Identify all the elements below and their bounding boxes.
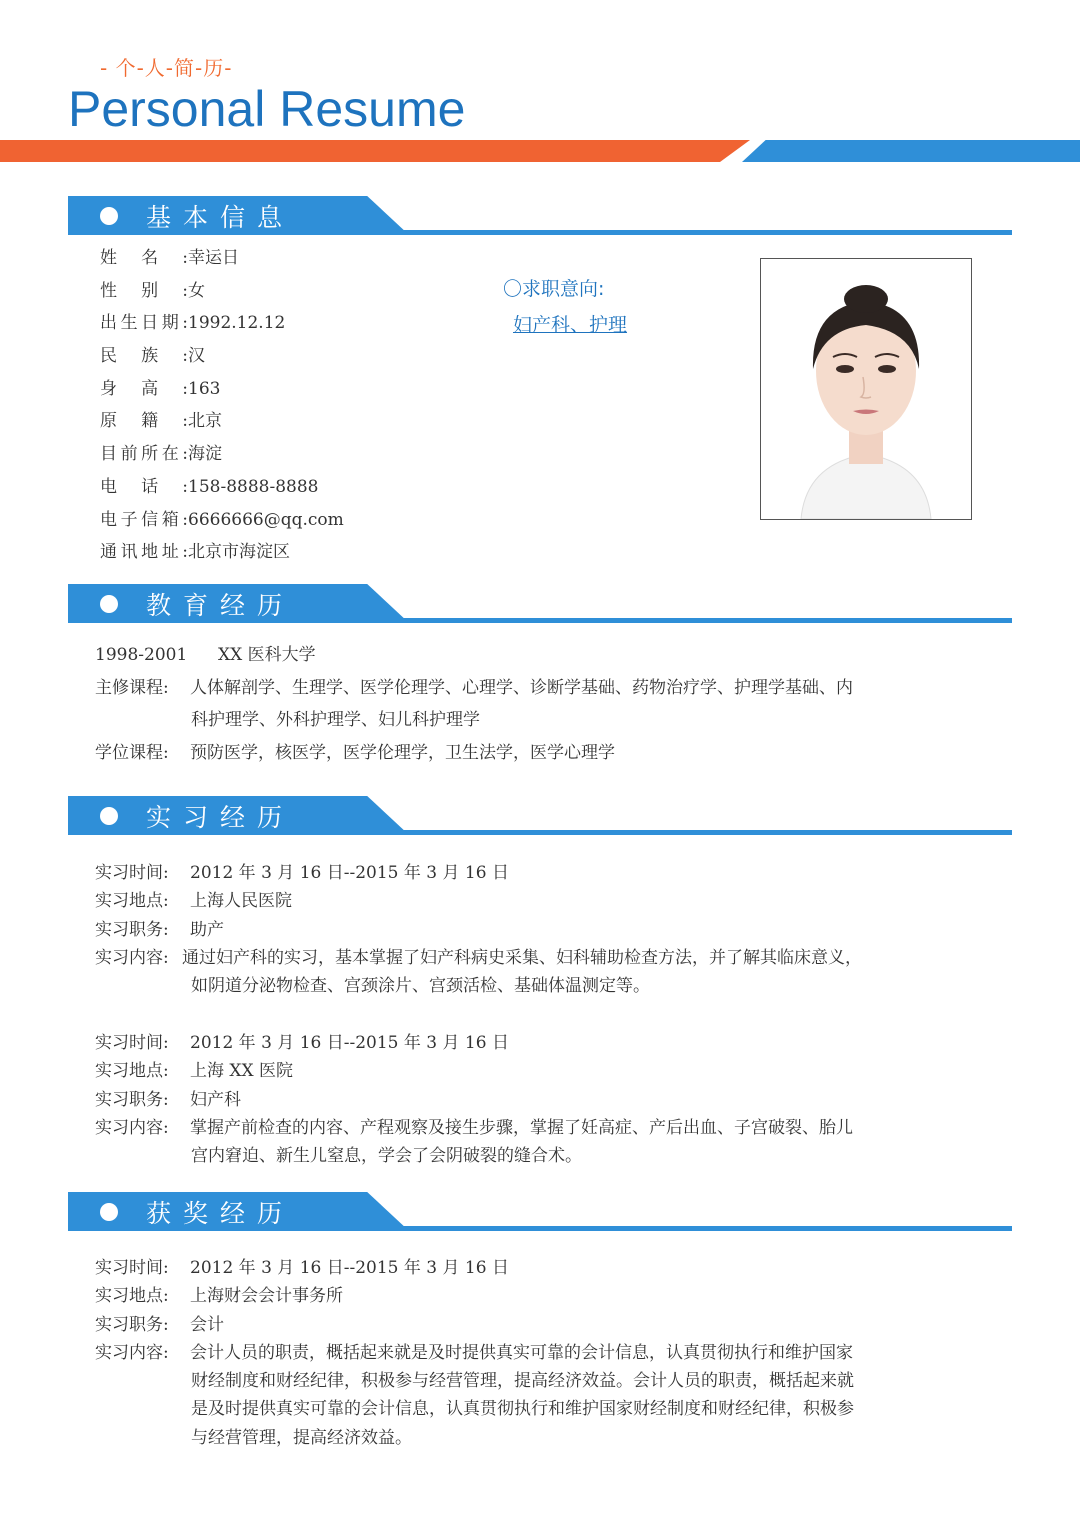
info-value: 158-8888-8888 bbox=[188, 476, 319, 497]
internship-time-row bbox=[95, 1029, 853, 1057]
info-row-address bbox=[100, 537, 344, 570]
basic-info-list bbox=[100, 243, 344, 570]
info-row-ethnicity bbox=[100, 341, 344, 374]
section-header-basic-info bbox=[68, 196, 1012, 238]
section-header-awards bbox=[68, 1192, 1012, 1234]
content-label: 实习内容: bbox=[95, 947, 169, 968]
role-label: 实习职务: bbox=[95, 1314, 169, 1335]
time-value: 2012 年 3 月 16 日--2015 年 3 月 16 日 bbox=[190, 863, 509, 883]
award-entry bbox=[95, 1254, 854, 1452]
info-value: 6666666@qq.com bbox=[188, 509, 344, 530]
section-header-internship bbox=[68, 796, 1012, 838]
info-label: 原籍: bbox=[100, 411, 188, 432]
degree-label: 学位课程: bbox=[95, 743, 169, 764]
internship-time-row bbox=[95, 859, 862, 887]
place-label: 实习地点: bbox=[95, 1286, 169, 1307]
info-value: 女 bbox=[188, 280, 205, 301]
content-line1: 掌握产前检查的内容、产程观察及接生步骤，掌握了妊高症、产后出血、子宫破裂、胎儿 bbox=[190, 1117, 853, 1138]
info-label: 电话: bbox=[100, 476, 188, 497]
content-line2: 如阴道分泌物检查、宫颈涂片、宫颈活检、基础体温测定等。 bbox=[191, 976, 650, 997]
job-intent-value[interactable]: 妇产科、护理 bbox=[513, 314, 628, 336]
role-value: 妇产科 bbox=[190, 1089, 241, 1110]
internship-place-row bbox=[95, 1057, 853, 1085]
info-row-phone bbox=[100, 472, 344, 505]
place-label: 实习地点: bbox=[95, 891, 169, 912]
info-value: 163 bbox=[188, 378, 221, 399]
education-row-school bbox=[95, 639, 853, 672]
section-title: 基本信息 bbox=[146, 203, 295, 232]
time-value: 2012 年 3 月 16 日--2015 年 3 月 16 日 bbox=[190, 1033, 509, 1053]
resume-title: Personal Resume bbox=[68, 81, 466, 137]
info-value: 汉 bbox=[188, 346, 205, 367]
bullet-dot-icon bbox=[100, 807, 118, 825]
award-place-row bbox=[95, 1282, 854, 1310]
major-line1: 人体解剖学、生理学、医学伦理学、心理学、诊断学基础、药物治疗学、护理学基础、内 bbox=[190, 677, 853, 698]
info-row-origin bbox=[100, 406, 344, 439]
info-label: 身高: bbox=[100, 378, 188, 399]
info-row-height bbox=[100, 374, 344, 407]
content-line3: 是及时提供真实可靠的会计信息，认真贯彻执行和维护国家财经制度和财经纪律，积极参 bbox=[191, 1399, 854, 1420]
place-value: 上海财会会计事务所 bbox=[190, 1286, 343, 1307]
award-time-row bbox=[95, 1254, 854, 1282]
major-label: 主修课程: bbox=[95, 677, 169, 698]
info-value: 幸运日 bbox=[188, 248, 239, 268]
content-line4: 与经营管理，提高经济效益。 bbox=[191, 1427, 412, 1448]
content-line1: 会计人员的职责，概括起来就是及时提供真实可靠的会计信息，认真贯彻执行和维护国家 bbox=[190, 1342, 853, 1363]
internship-role-row bbox=[95, 1086, 853, 1114]
resume-subtitle: - 个-人-简-历- bbox=[100, 56, 233, 80]
info-label: 性别: bbox=[100, 280, 188, 301]
section-header-education bbox=[68, 584, 1012, 626]
internship-content-row bbox=[95, 1114, 853, 1142]
section-title: 获奖经历 bbox=[146, 1199, 295, 1228]
bullet-dot-icon bbox=[100, 207, 118, 225]
internship-entry-2 bbox=[95, 1029, 853, 1170]
section-title: 教育经历 bbox=[146, 591, 295, 620]
info-value: 海淀 bbox=[188, 444, 222, 465]
education-block bbox=[95, 639, 853, 770]
time-label: 实习时间: bbox=[95, 1258, 169, 1278]
major-line2: 科护理学、外科护理学、妇儿科护理学 bbox=[191, 710, 480, 731]
header-bar-orange bbox=[0, 140, 750, 162]
internship-place-row bbox=[95, 887, 862, 915]
education-period: 1998-2001 bbox=[95, 645, 188, 665]
content-line2: 宫内窘迫、新生儿窒息，学会了会阴破裂的缝合术。 bbox=[191, 1146, 582, 1167]
bullet-dot-icon bbox=[100, 595, 118, 613]
internship-entry-1 bbox=[95, 859, 862, 1000]
info-value: 北京 bbox=[188, 411, 222, 432]
job-intent-label: 〇求职意向: bbox=[503, 278, 605, 300]
content-line2: 财经制度和财经纪律，积极参与经营管理，提高经济效益。会计人员的职责，概括起来就 bbox=[191, 1371, 854, 1392]
role-value: 会计 bbox=[190, 1314, 224, 1335]
internship-role-row bbox=[95, 916, 862, 944]
info-value: 1992.12.12 bbox=[188, 313, 286, 334]
profile-photo bbox=[760, 258, 972, 520]
info-row-birthdate bbox=[100, 308, 344, 341]
section-title: 实习经历 bbox=[146, 803, 295, 832]
place-value: 上海 XX 医院 bbox=[190, 1061, 294, 1082]
info-row-email bbox=[100, 505, 344, 538]
info-label: 目前所在: bbox=[100, 444, 188, 465]
info-label: 民族: bbox=[100, 346, 188, 367]
degree-value: 预防医学，核医学，医学伦理学，卫生法学，医学心理学 bbox=[190, 743, 615, 764]
education-school: XX 医科大学 bbox=[218, 645, 316, 665]
info-label: 姓名: bbox=[100, 248, 188, 268]
internship-content-row bbox=[95, 944, 862, 972]
content-label: 实习内容: bbox=[95, 1342, 169, 1363]
time-label: 实习时间: bbox=[95, 1033, 169, 1053]
info-label: 电子信箱: bbox=[100, 509, 188, 530]
place-value: 上海人民医院 bbox=[190, 891, 292, 912]
info-value: 北京市海淀区 bbox=[188, 542, 290, 563]
role-value: 助产 bbox=[190, 919, 224, 940]
info-row-gender bbox=[100, 276, 344, 309]
header-bar-blue bbox=[742, 140, 1080, 162]
content-line1: 通过妇产科的实习，基本掌握了妇产科病史采集、妇科辅助检查方法，并了解其临床意义， bbox=[182, 947, 862, 968]
time-value: 2012 年 3 月 16 日--2015 年 3 月 16 日 bbox=[190, 1258, 509, 1278]
education-row-major bbox=[95, 672, 853, 705]
role-label: 实习职务: bbox=[95, 1089, 169, 1110]
education-row-degree bbox=[95, 737, 853, 770]
portrait-icon bbox=[761, 259, 971, 519]
bullet-dot-icon bbox=[100, 1203, 118, 1221]
content-label: 实习内容: bbox=[95, 1117, 169, 1138]
info-label: 出生日期: bbox=[100, 313, 188, 334]
time-label: 实习时间: bbox=[95, 863, 169, 883]
award-role-row bbox=[95, 1311, 854, 1339]
info-row-name bbox=[100, 243, 344, 276]
place-label: 实习地点: bbox=[95, 1061, 169, 1082]
info-label: 通讯地址: bbox=[100, 542, 188, 563]
award-content-row bbox=[95, 1339, 854, 1367]
role-label: 实习职务: bbox=[95, 919, 169, 940]
info-row-location bbox=[100, 439, 344, 472]
